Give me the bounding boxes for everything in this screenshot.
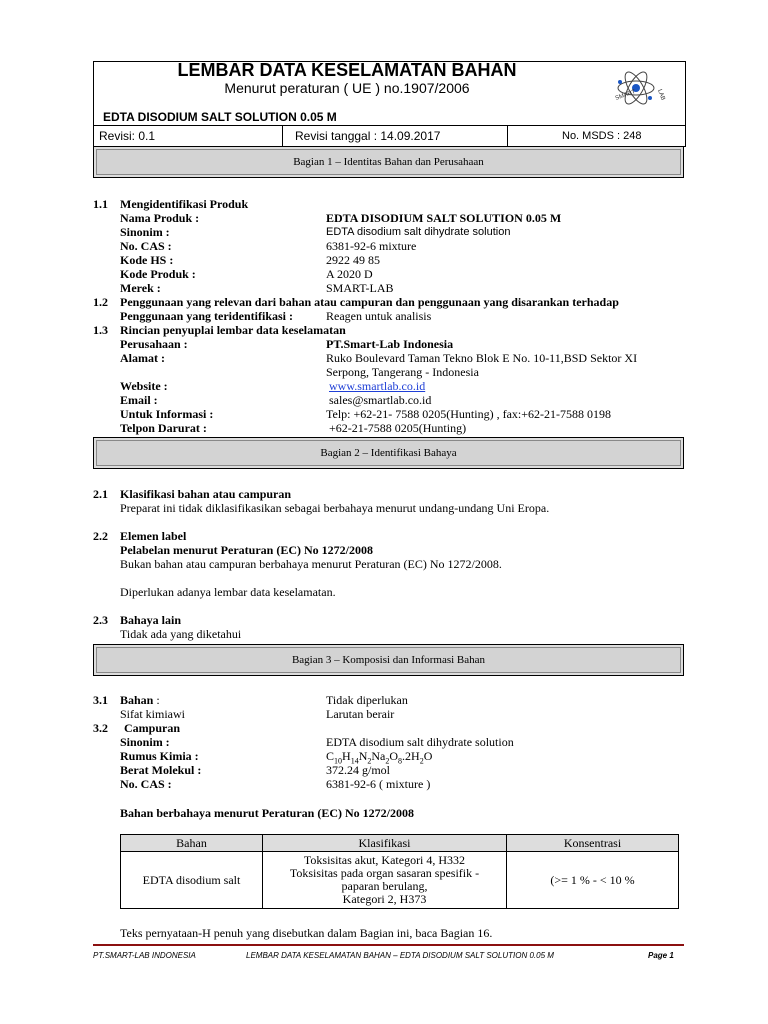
label-email: Email : bbox=[120, 393, 158, 407]
value-nama-produk: EDTA DISODIUM SALT SOLUTION 0.05 M bbox=[326, 211, 562, 225]
heading-2-2: Elemen label bbox=[120, 529, 187, 543]
label-cas: No. CAS : bbox=[120, 239, 172, 253]
heading-2-1: Klasifikasi bahan atau campuran bbox=[120, 487, 292, 501]
value-address-line1: Ruko Boulevard Taman Tekno Blok E No. 10-11,BSD Sektor XI bbox=[326, 351, 638, 365]
section-3-title: Bagian 3 – Komposisi dan Informasi Bahan bbox=[96, 647, 681, 673]
value-emergency: +62-21-7588 0205(Hunting) bbox=[329, 421, 467, 435]
klasifikasi-line: Toksisitas pada organ sasaran spesifik - bbox=[289, 866, 480, 880]
section-2-title: Bagian 2 – Identifikasi Bahaya bbox=[96, 440, 681, 466]
svg-text:LAB: LAB bbox=[656, 88, 666, 102]
table-row bbox=[121, 852, 679, 909]
value-info: Telp: +62-21- 7588 0205(Hunting) , fax:+62-21-7588 0198 bbox=[326, 407, 611, 421]
value-company: PT.Smart-Lab Indonesia bbox=[326, 337, 454, 351]
num-2-1: 2.1 bbox=[93, 487, 108, 501]
label-sinonim-3: Sinonim : bbox=[120, 735, 170, 749]
col-bahan: Bahan bbox=[121, 835, 263, 852]
value-rumus: $C_{10}H_{14}N_2Na_2O_8.2H_2O$ bbox=[326, 749, 433, 766]
col-klasifikasi: Klasifikasi bbox=[263, 835, 507, 852]
col-konsentrasi: Konsentrasi bbox=[507, 835, 679, 852]
heading-1-3: Rincian penyuplai lembar data keselamatan bbox=[120, 323, 346, 337]
label-cas-3: No. CAS : bbox=[120, 777, 172, 791]
heading-1-2: Penggunaan yang relevan dari bahan atau campuran dan penggunaan yang disarankan terhadap bbox=[120, 295, 619, 309]
heading-campuran: Campuran bbox=[124, 721, 181, 735]
label-info: Untuk Informasi : bbox=[120, 407, 214, 421]
revision: Revisi: 0.1 bbox=[94, 126, 283, 146]
value-bahan: Tidak diperlukan bbox=[326, 693, 408, 707]
revision-row bbox=[93, 125, 686, 147]
value-use: Reagen untuk analisis bbox=[326, 309, 432, 323]
label-sinonim: Sinonim : bbox=[120, 225, 170, 239]
klasifikasi-line: Toksisitas akut, Kategori 4, H332 bbox=[303, 853, 466, 867]
h-statement-note: Teks pernyataan-H penuh yang disebutkan dalam Bagian ini, baca Bagian 16. bbox=[120, 926, 493, 940]
label-website: Website : bbox=[120, 379, 168, 393]
value-kode-produk: A 2020 D bbox=[326, 267, 373, 281]
text-2-3: Tidak ada yang diketahui bbox=[120, 627, 242, 641]
value-merek: SMART-LAB bbox=[326, 281, 394, 295]
text-2-2a: Bukan bahan atau campuran berbahaya menurut Peraturan (EC) No 1272/2008. bbox=[120, 557, 502, 571]
footer-document: LEMBAR DATA KESELAMATAN BAHAN – EDTA DISODIUM SALT SOLUTION 0.05 M bbox=[246, 951, 554, 960]
num-1-1: 1.1 bbox=[93, 197, 108, 211]
value-sinonim-3: EDTA disodium salt dihydrate solution bbox=[326, 735, 514, 749]
footer-company: PT.SMART-LAB INDONESIA bbox=[93, 951, 196, 960]
subheading-2-2: Pelabelan menurut Peraturan (EC) No 1272/2008 bbox=[120, 543, 373, 557]
heading-2-3: Bahaya lain bbox=[120, 613, 182, 627]
revision-date: Revisi tanggal : 14.09.2017 bbox=[283, 126, 508, 146]
label-kode-produk: Kode Produk : bbox=[120, 267, 196, 281]
klasifikasi-line: Kategori 2, H373 bbox=[342, 892, 427, 906]
footer-page: Page 1 bbox=[648, 951, 674, 960]
label-address: Alamat : bbox=[120, 351, 165, 365]
svg-text:SMART: SMART bbox=[614, 89, 637, 102]
section-3-band bbox=[93, 644, 684, 676]
value-berat: 372.24 g/mol bbox=[326, 763, 391, 777]
label-company: Perusahaan : bbox=[120, 337, 188, 351]
text-2-1: Preparat ini tidak diklasifikasikan sebagai berbahaya menurut undang-undang Uni Eropa. bbox=[120, 501, 550, 515]
label-berat: Berat Molekul : bbox=[120, 763, 202, 777]
product-name-header: EDTA DISODIUM SALT SOLUTION 0.05 M bbox=[103, 110, 337, 124]
section-1-title: Bagian 1 – Identitas Bahan dan Perusahaan bbox=[96, 149, 681, 175]
num-2-2: 2.2 bbox=[93, 529, 108, 543]
cell-konsentrasi: (>= 1 % - < 10 % bbox=[507, 852, 679, 909]
value-sifat: Larutan berair bbox=[326, 707, 395, 721]
table-header-row bbox=[121, 835, 679, 852]
value-email: sales@smartlab.co.id bbox=[329, 393, 432, 407]
value-sinonim: EDTA disodium salt dihydrate solution bbox=[326, 226, 511, 238]
document-title: LEMBAR DATA KESELAMATAN BAHAN bbox=[177, 60, 517, 80]
label-nama-produk: Nama Produk : bbox=[120, 211, 200, 225]
heading-1-1: Mengidentifikasi Produk bbox=[120, 197, 249, 211]
website-link[interactable]: www.smartlab.co.id bbox=[329, 379, 426, 393]
label-sifat: Sifat kimiawi bbox=[120, 707, 185, 721]
label-merek: Merek : bbox=[120, 281, 161, 295]
label-bahan: Bahan : bbox=[120, 693, 160, 707]
cell-bahan: EDTA disodium salt bbox=[121, 852, 263, 909]
num-3-2: 3.2 bbox=[93, 721, 108, 735]
klasifikasi-line: paparan berulang, bbox=[341, 879, 428, 893]
text-2-2b: Diperlukan adanya lembar data keselamatan. bbox=[120, 585, 336, 599]
label-rumus: Rumus Kimia : bbox=[120, 749, 199, 763]
value-kode-hs: 2922 49 85 bbox=[326, 253, 380, 267]
smartlab-logo-icon bbox=[606, 60, 676, 120]
footer-divider bbox=[93, 944, 684, 946]
num-1-2: 1.2 bbox=[93, 295, 108, 309]
label-use: Penggunaan yang teridentifikasi : bbox=[120, 309, 294, 323]
num-2-3: 2.3 bbox=[93, 613, 108, 627]
value-cas: 6381-92-6 mixture bbox=[326, 239, 417, 253]
cell-klasifikasi bbox=[263, 852, 507, 909]
num-1-3: 1.3 bbox=[93, 323, 108, 337]
label-emergency: Telpon Darurat : bbox=[120, 421, 207, 435]
hazard-table bbox=[120, 834, 679, 909]
num-3-1: 3.1 bbox=[93, 693, 108, 707]
label-kode-hs: Kode HS : bbox=[120, 253, 174, 267]
section-1-band bbox=[93, 146, 684, 178]
hazard-heading: Bahan berbahaya menurut Peraturan (EC) No 1272/2008 bbox=[120, 806, 415, 820]
value-address-line2: Serpong, Tangerang - Indonesia bbox=[326, 365, 479, 379]
value-cas-3: 6381-92-6 ( mixture ) bbox=[326, 777, 431, 791]
section-2-band bbox=[93, 437, 684, 469]
document-subtitle: Menurut peraturan ( UE ) no.1907/2006 bbox=[224, 80, 470, 96]
msds-number: No. MSDS : 248 bbox=[562, 130, 642, 142]
